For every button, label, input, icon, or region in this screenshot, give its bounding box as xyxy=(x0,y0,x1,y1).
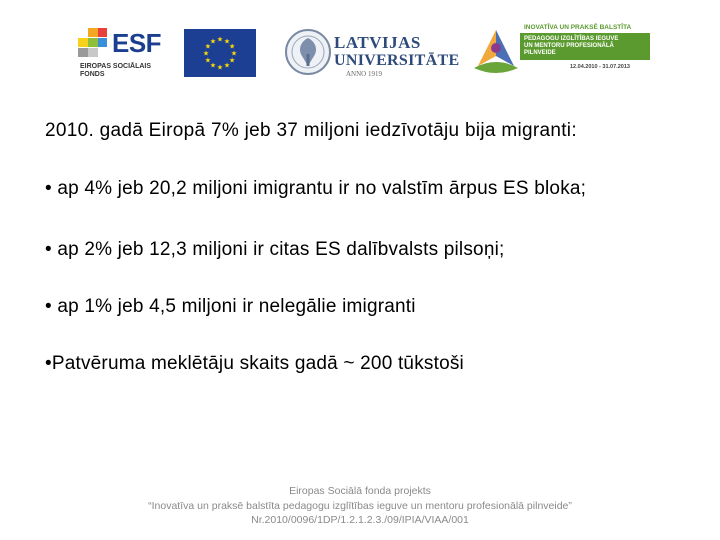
esf-title: ESF xyxy=(112,28,162,58)
slide-content xyxy=(45,118,675,377)
esf-mark-icon xyxy=(78,28,108,58)
slide-heading: 2010. gadā Eiropā 7% jeb 37 miljoni iedzīvotāju bija migranti: xyxy=(45,120,577,141)
svg-text:★: ★ xyxy=(230,49,238,58)
university-logo xyxy=(284,26,460,82)
project-title: INOVATĪVA UN PRAKSĒ BALSTĪTA xyxy=(524,24,632,31)
esf-subtitle-line1: EIROPAS SOCIĀLAIS xyxy=(80,63,152,70)
svg-text:★: ★ xyxy=(228,42,236,51)
university-name-line1: LATVIJAS xyxy=(334,33,421,52)
logo-bar xyxy=(0,0,720,100)
svg-text:★: ★ xyxy=(223,37,231,46)
bullet-item: • ap 4% jeb 20,2 miljoni imigrantu ir no valstīm ārpus ES bloka; xyxy=(45,178,587,199)
svg-text:★: ★ xyxy=(202,49,210,58)
project-banner-line1: PEDAGOGU IZGLĪTĪBAS IEGUVE xyxy=(524,36,619,42)
bullet-item: •Patvēruma meklētāju skaits gadā ~ 200 tūkstoši xyxy=(45,353,464,374)
project-banner-line2: UN MENTORU PROFESIONĀLĀ PILNVEIDE xyxy=(524,43,614,56)
svg-text:★: ★ xyxy=(228,56,236,65)
university-name-line2: UNIVERSITĀTE xyxy=(334,52,460,69)
svg-text:★: ★ xyxy=(216,35,224,44)
project-banner xyxy=(520,33,650,60)
esf-logo xyxy=(78,26,168,82)
university-seal-icon xyxy=(284,26,334,78)
svg-text:★: ★ xyxy=(204,56,212,65)
university-year: ANNO 1919 xyxy=(346,70,382,78)
footer xyxy=(100,484,620,528)
project-logo xyxy=(470,26,650,82)
footer-line1: Eiropas Sociālā fonda projekts xyxy=(289,485,431,497)
bullet-item: • ap 2% jeb 12,3 miljoni ir citas ES dalībvalsts pilsoņi; xyxy=(45,239,505,260)
svg-text:★: ★ xyxy=(209,61,217,70)
project-mark-icon xyxy=(470,26,522,78)
svg-text:★: ★ xyxy=(223,61,231,70)
svg-text:★: ★ xyxy=(216,63,224,72)
bullet-item: • ap 1% jeb 4,5 miljoni ir nelegālie imigranti xyxy=(45,296,416,317)
eu-flag-icon xyxy=(184,29,256,77)
footer-line3: Nr.2010/0096/1DP/1.2.1.2.3./09/IPIA/VIAA/001 xyxy=(251,514,469,526)
esf-subtitle-line2: FONDS xyxy=(80,71,105,78)
svg-text:★: ★ xyxy=(209,37,217,46)
footer-line2: “Inovatīva un praksē balstīta pedagogu izglītības ieguve un mentoru profesionālā pilnveide” xyxy=(148,499,572,512)
project-dates: 12.04.2010 - 31.07.2013 xyxy=(570,64,630,70)
svg-text:★: ★ xyxy=(204,42,212,51)
esf-subtitle xyxy=(80,63,170,79)
